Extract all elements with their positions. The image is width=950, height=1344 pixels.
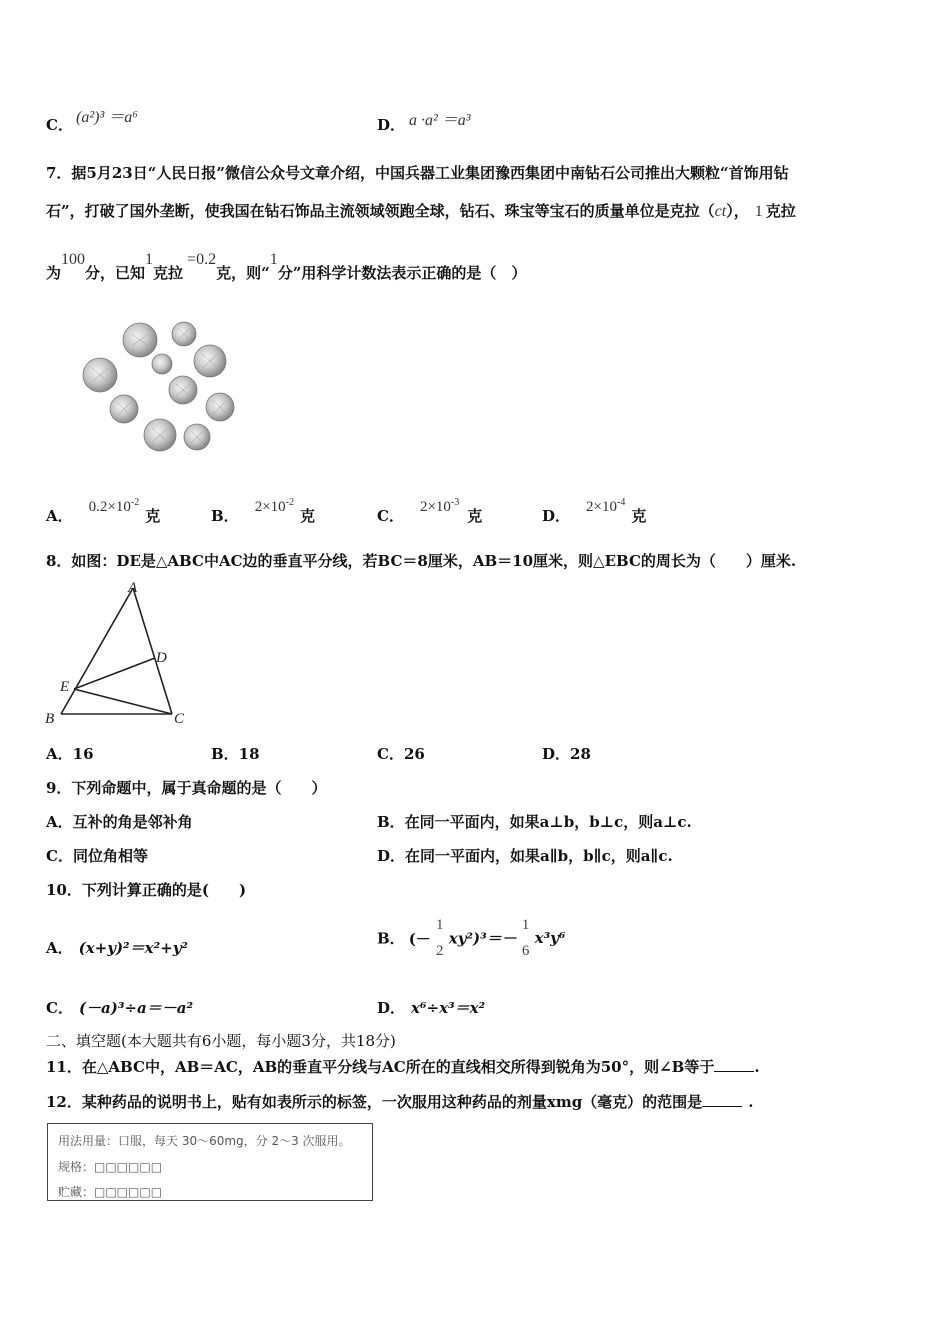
q8-stem: 8．如图：DE是△ABC中AC边的垂直平分线，若BC＝8厘米，AB＝10厘米，则△EBC的周长为（ ）厘米. [46, 552, 797, 570]
q10-stem: 10．下列计算正确的是( ) [46, 881, 247, 899]
q8-option-d: D．28 [542, 745, 591, 763]
q9-stem: 9．下列命题中，属于真命题的是（ ） [46, 779, 327, 797]
q9-option-d: D．在同一平面内，如果a∥b，b∥c，则a∥c. [377, 847, 673, 865]
q10-option-c: C． (－a)³÷a＝－a² [46, 999, 194, 1017]
q6-option-d-letter: D． [377, 116, 406, 134]
label-usage: 用法用量：口服，每天 30～60mg，分 2～3 次服用。 [58, 1134, 351, 1148]
fig-label-a: A [128, 580, 138, 596]
q9-option-c: C．同位角相等 [46, 847, 148, 865]
q8-option-a: A．16 [46, 745, 94, 763]
fraction-one-half: 1 2 [436, 917, 444, 959]
q10-option-b: B． (－ 1 2 xy²)³＝－ 1 6 x³y⁶ [377, 912, 565, 964]
fig-label-c: C [174, 711, 185, 727]
q7-line1: 7．据5月23日“人民日报”微信公众号文章介绍，中国兵器工业集团豫西集团中南钻石公司推出大颗粒“首饰用钻 [46, 164, 789, 182]
q6-option-c-expr: (a²)³ ＝a⁶ [76, 109, 138, 126]
q10-option-a: A． (x+y)²＝x²+y² [46, 939, 188, 957]
q10-option-d: D． x⁶÷x³＝x² [377, 999, 486, 1017]
q7-line3: 为100分，已知1克拉=0.2克，则“1分”用科学计数法表示正确的是（ ） [46, 251, 527, 282]
q7-option-d: D． $2\times 10^{-4}$克 [542, 497, 647, 525]
diamonds-image [80, 318, 240, 458]
label-spec: 规格：□□□□□□ [58, 1160, 163, 1174]
medicine-label-box [47, 1123, 373, 1201]
q8-option-c: C．26 [377, 745, 425, 763]
q6-option-c-letter: C． [46, 116, 73, 134]
q8-option-b: B．18 [211, 745, 260, 763]
q7-option-a: A． $0.2\times 10^{-2}$克 [46, 497, 161, 525]
q7-line2: 石”，打破了国外垄断，使我国在钻石饰品主流领域领跑全球，钻石、珠宝等宝石的质量单位是克拉（ct）， 1 克拉 [46, 202, 796, 220]
q7-option-b: B． $2\times 10^{-2}$克 [211, 497, 316, 525]
q9-option-a: A．互补的角是邻补角 [46, 813, 193, 831]
triangle-figure [40, 578, 200, 728]
q11: 11．在△ABC中，AB＝AC，AB的垂直平分线与AC所在的直线相交所得到锐角为50°，则∠B等于 . [46, 1058, 760, 1076]
fraction-one-sixth: 1 6 [521, 917, 530, 959]
fig-label-b: B [45, 711, 55, 727]
fig-label-d: D [156, 650, 167, 666]
label-storage: 贮藏：□□□□□□ [58, 1185, 163, 1199]
section-2-title: 二、填空题(本大题共有6小题，每小题3分，共18分) [46, 1032, 396, 1050]
fig-label-e: E [60, 679, 70, 695]
q12: 12．某种药品的说明书上，贴有如表所示的标签，一次服用这种药品的剂量xmg（毫克）的范围是 . [46, 1093, 754, 1111]
q9-option-b: B．在同一平面内，如果a⊥b，b⊥c，则a⊥c. [377, 813, 692, 831]
q6-option-d-expr: a ·a² ＝a³ [409, 112, 471, 129]
q7-option-c: C． $2\times 10^{-3}$克 [377, 497, 483, 525]
